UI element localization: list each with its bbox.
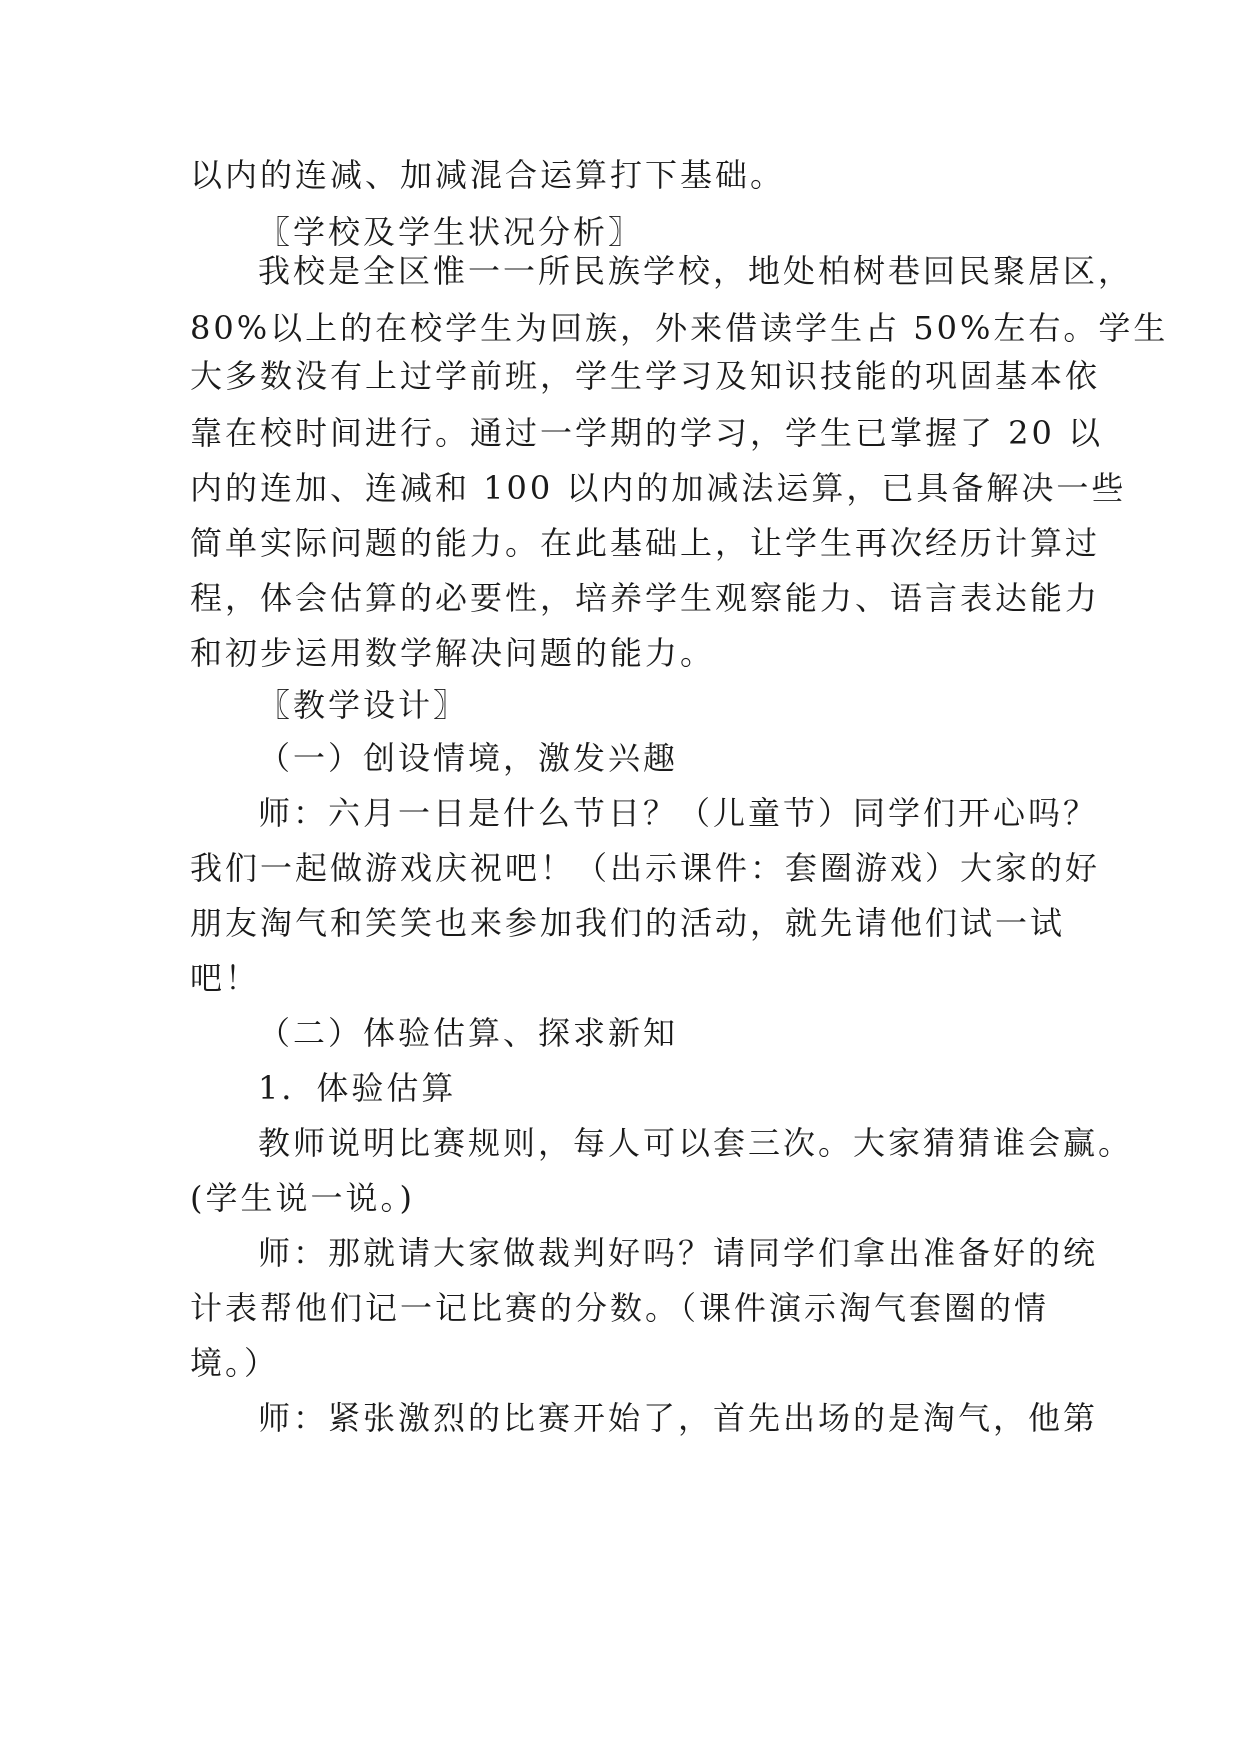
text-line: 靠在校时间进行。通过一学期的学习，学生已掌握了 20 以 <box>190 414 1104 452</box>
text-line: 大多数没有上过学前班，学生学习及知识技能的巩固基本依 <box>190 357 1101 395</box>
text-line: (学生说一说。) <box>190 1179 415 1217</box>
text-line: 内的连加、连减和 100 以内的加减法运算，已具备解决一些 <box>190 469 1127 507</box>
text-line: 80%以上的在校学生为回族，外来借读学生占 50%左右。学生 <box>190 309 1169 347</box>
text-line: 计表帮他们记一记比赛的分数。（课件演示淘气套圈的情 <box>190 1289 1050 1327</box>
text-line: 师：六月一日是什么节日？（儿童节）同学们开心吗？ <box>258 794 1099 832</box>
text-line: 和初步运用数学解决问题的能力。 <box>190 634 716 672</box>
text-line: 我校是全区惟一一所民族学校，地处柏树巷回民聚居区， <box>258 252 1134 290</box>
text-line: 程，体会估算的必要性，培养学生观察能力、语言表达能力 <box>190 579 1101 617</box>
subsection-heading: （一）创设情境，激发兴趣 <box>258 739 679 777</box>
text-line: 师：那就请大家做裁判好吗？请同学们拿出准备好的统 <box>258 1234 1099 1272</box>
text-line: 境。） <box>190 1344 280 1382</box>
text-line: 以内的连减、加减混合运算打下基础。 <box>190 156 786 194</box>
section-heading: 〖教学设计〗 <box>258 686 469 724</box>
text-line: 简单实际问题的能力。在此基础上，让学生再次经历计算过 <box>190 524 1101 562</box>
section-heading: 〖学校及学生状况分析〗 <box>258 213 644 251</box>
text-line: 吧！ <box>190 959 261 997</box>
text-line: 教师说明比赛规则，每人可以套三次。大家猜猜谁会赢。 <box>258 1124 1134 1162</box>
subsection-heading: 1．体验估算 <box>258 1069 457 1107</box>
text-line: 我们一起做游戏庆祝吧！（出示课件：套圈游戏）大家的好 <box>190 849 1101 887</box>
text-line: 师：紧张激烈的比赛开始了，首先出场的是淘气，他第 <box>258 1399 1099 1437</box>
subsection-heading: （二）体验估算、探求新知 <box>258 1014 679 1052</box>
text-line: 朋友淘气和笑笑也来参加我们的活动，就先请他们试一试 <box>190 904 1066 942</box>
